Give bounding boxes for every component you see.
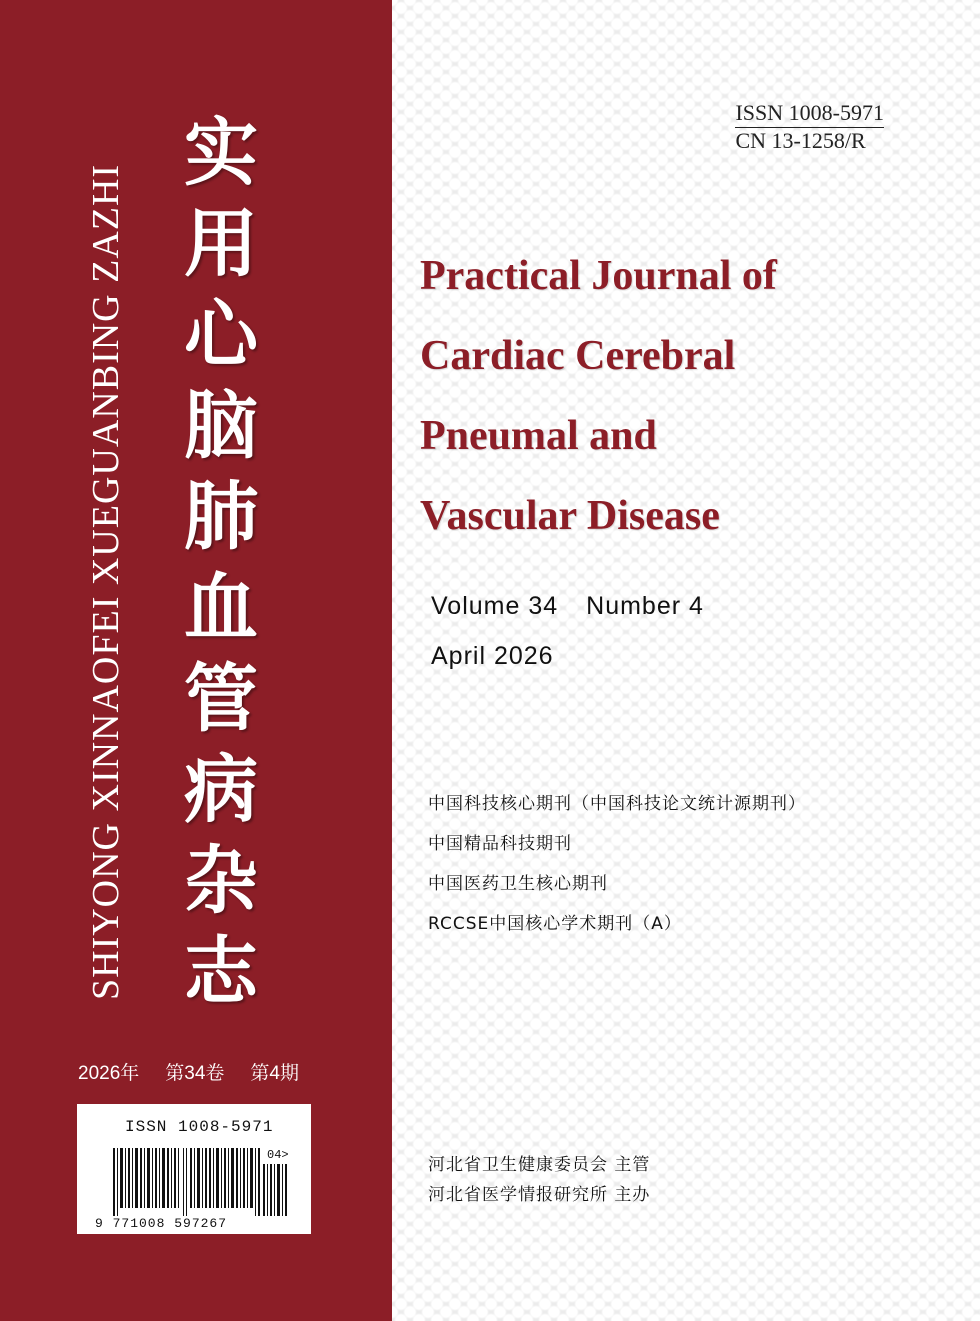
english-title-line: Vascular Disease [420,493,720,539]
chinese-title-char: 实 [184,110,258,196]
publisher-block [428,1150,650,1210]
chinese-title-char: 病 [184,747,258,833]
volume-cn-label: 第34卷 [165,1063,225,1084]
chinese-title-char: 心 [184,292,258,378]
issue-date: April 2026 [431,642,554,670]
indexing-item: 中国医药卫生核心期刊 [428,874,608,894]
publisher-line: 河北省卫生健康委员会 主管 [428,1155,651,1175]
publisher-line: 河北省医学情报研究所 主办 [428,1185,651,1205]
barcode-digits: 9 771008 597267 [95,1216,228,1231]
pinyin-title: SHIYONG XINNAOFEI XUEGUANBING ZAZHI [85,163,127,1000]
indexing-item: RCCSE中国核心学术期刊（A） [428,914,682,934]
chinese-title [178,108,264,1018]
chinese-title-char: 管 [184,656,258,742]
chinese-title-char: 用 [184,201,258,287]
volume-label: Volume 34 [431,592,559,620]
chinese-title-char: 肺 [184,474,258,560]
english-title [420,236,890,556]
chinese-title-char: 脑 [184,383,258,469]
barcode-issn: ISSN 1008-5971 [125,1118,274,1136]
barcode-addon-digits: 04> [267,1148,289,1162]
left-cover-panel [0,0,392,1321]
english-title-line: Pneumal and [420,413,657,459]
number-label: Number 4 [586,592,704,620]
cn-number: CN 13-1258/R [735,128,866,153]
issue-cn-label: 第4期 [250,1063,299,1084]
issn-number: ISSN 1008-5971 [735,100,884,128]
indexing-list [428,784,806,944]
barcode-addon-bars [263,1164,289,1216]
barcode-bars [113,1148,263,1216]
chinese-title-char: 志 [184,929,258,1015]
english-title-line: Practical Journal of [420,253,777,299]
english-title-line: Cardiac Cerebral [420,333,736,379]
year-label: 2026年 [78,1063,140,1084]
issn-cn-block [735,100,884,154]
indexing-item: 中国科技核心期刊（中国科技论文统计源期刊） [428,794,806,814]
chinese-title-char: 血 [184,565,258,651]
indexing-item: 中国精品科技期刊 [428,834,572,854]
chinese-title-char: 杂 [184,838,258,924]
year-volume-issue [78,1058,325,1085]
volume-number-line [431,592,704,621]
barcode-panel [77,1104,311,1234]
